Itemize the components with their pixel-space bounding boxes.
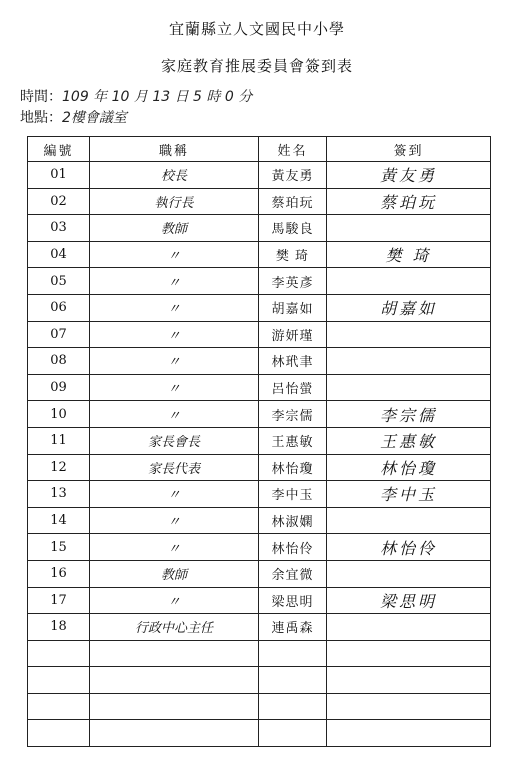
row-signature: 林怡瓊 bbox=[327, 454, 491, 481]
table-row bbox=[28, 587, 491, 614]
row-title: 〃 bbox=[90, 534, 259, 561]
row-title: 〃 bbox=[90, 481, 259, 508]
row-signature: 樊 琦 bbox=[327, 241, 491, 268]
table-row bbox=[28, 667, 491, 694]
table-row bbox=[28, 294, 491, 321]
row-name: 林怡伶 bbox=[259, 534, 327, 561]
time-value: 109 年 10 月 13 日 5 時 0 分 bbox=[62, 89, 253, 105]
row-title: 〃 bbox=[90, 587, 259, 614]
row-number: 10 bbox=[28, 401, 90, 428]
row-title: 執行長 bbox=[90, 188, 259, 215]
row-name bbox=[259, 640, 327, 667]
header-number: 編號 bbox=[28, 137, 90, 162]
row-number: 18 bbox=[28, 614, 90, 641]
row-name: 林玳聿 bbox=[259, 348, 327, 375]
row-name: 黃友勇 bbox=[259, 162, 327, 189]
row-title: 〃 bbox=[90, 348, 259, 375]
row-signature bbox=[327, 693, 491, 720]
row-title: 〃 bbox=[90, 268, 259, 295]
row-name: 林淑嫻 bbox=[259, 507, 327, 534]
row-signature bbox=[327, 640, 491, 667]
row-name: 樊 琦 bbox=[259, 241, 327, 268]
row-title: 校長 bbox=[90, 162, 259, 189]
row-signature bbox=[327, 667, 491, 694]
row-number: 05 bbox=[28, 268, 90, 295]
row-signature: 王惠敏 bbox=[327, 427, 491, 454]
table-row bbox=[28, 321, 491, 348]
row-number bbox=[28, 720, 90, 747]
row-number: 16 bbox=[28, 560, 90, 587]
row-number: 01 bbox=[28, 162, 90, 189]
row-number: 06 bbox=[28, 294, 90, 321]
row-signature: 林怡伶 bbox=[327, 534, 491, 561]
row-number: 07 bbox=[28, 321, 90, 348]
row-number: 15 bbox=[28, 534, 90, 561]
row-name: 游妍瑾 bbox=[259, 321, 327, 348]
row-name: 余宜微 bbox=[259, 560, 327, 587]
row-title: 〃 bbox=[90, 241, 259, 268]
row-signature: 李中玉 bbox=[327, 481, 491, 508]
row-title: 家長會長 bbox=[90, 427, 259, 454]
row-title: 家長代表 bbox=[90, 454, 259, 481]
table-row bbox=[28, 162, 491, 189]
row-signature: 黃友勇 bbox=[327, 162, 491, 189]
row-name: 蔡珀玩 bbox=[259, 188, 327, 215]
row-number: 12 bbox=[28, 454, 90, 481]
table-header-row bbox=[28, 137, 491, 162]
table-row bbox=[28, 348, 491, 375]
row-name: 李中玉 bbox=[259, 481, 327, 508]
table-row bbox=[28, 374, 491, 401]
row-title: 〃 bbox=[90, 294, 259, 321]
table-row bbox=[28, 720, 491, 747]
row-name: 呂怡螢 bbox=[259, 374, 327, 401]
table-row bbox=[28, 427, 491, 454]
meeting-place bbox=[20, 107, 127, 127]
row-name bbox=[259, 667, 327, 694]
row-title: 教師 bbox=[90, 560, 259, 587]
row-number: 11 bbox=[28, 427, 90, 454]
row-name: 王惠敏 bbox=[259, 427, 327, 454]
row-title bbox=[90, 667, 259, 694]
row-signature bbox=[327, 374, 491, 401]
row-number: 08 bbox=[28, 348, 90, 375]
row-signature: 蔡珀玩 bbox=[327, 188, 491, 215]
table-row bbox=[28, 241, 491, 268]
sign-in-table bbox=[27, 136, 491, 747]
row-signature bbox=[327, 720, 491, 747]
row-title: 〃 bbox=[90, 374, 259, 401]
document-subtitle: 家庭教育推展委員會簽到表 bbox=[160, 57, 353, 75]
meeting-time bbox=[20, 86, 252, 106]
row-name bbox=[259, 720, 327, 747]
header-signature: 簽到 bbox=[327, 137, 491, 162]
table-row bbox=[28, 268, 491, 295]
row-number bbox=[28, 667, 90, 694]
header-name: 姓名 bbox=[259, 137, 327, 162]
row-number: 13 bbox=[28, 481, 90, 508]
row-signature bbox=[327, 614, 491, 641]
place-label: 地點： bbox=[20, 110, 62, 126]
row-title: 〃 bbox=[90, 507, 259, 534]
table-row bbox=[28, 534, 491, 561]
row-number: 17 bbox=[28, 587, 90, 614]
row-signature bbox=[327, 215, 491, 242]
table-row bbox=[28, 454, 491, 481]
row-name: 連禹森 bbox=[259, 614, 327, 641]
row-number bbox=[28, 693, 90, 720]
row-number: 14 bbox=[28, 507, 90, 534]
row-signature bbox=[327, 268, 491, 295]
row-signature bbox=[327, 321, 491, 348]
row-title: 〃 bbox=[90, 401, 259, 428]
document-title: 宜蘭縣立人文國民中小學 bbox=[168, 20, 345, 38]
row-title: 行政中心主任 bbox=[90, 614, 259, 641]
row-signature: 李宗儒 bbox=[327, 401, 491, 428]
row-name bbox=[259, 693, 327, 720]
table-row bbox=[28, 401, 491, 428]
row-name: 林怡瓊 bbox=[259, 454, 327, 481]
time-label: 時間： bbox=[20, 89, 62, 105]
row-number: 02 bbox=[28, 188, 90, 215]
row-name: 胡嘉如 bbox=[259, 294, 327, 321]
row-number: 09 bbox=[28, 374, 90, 401]
table-row bbox=[28, 215, 491, 242]
table-row bbox=[28, 560, 491, 587]
row-title bbox=[90, 640, 259, 667]
table-row bbox=[28, 481, 491, 508]
row-signature: 梁思明 bbox=[327, 587, 491, 614]
row-title: 教師 bbox=[90, 215, 259, 242]
table-row bbox=[28, 188, 491, 215]
row-title bbox=[90, 720, 259, 747]
row-name: 梁思明 bbox=[259, 587, 327, 614]
row-name: 李英彥 bbox=[259, 268, 327, 295]
row-signature bbox=[327, 507, 491, 534]
table-row bbox=[28, 693, 491, 720]
row-signature bbox=[327, 560, 491, 587]
header-title: 職稱 bbox=[90, 137, 259, 162]
row-title bbox=[90, 693, 259, 720]
row-title: 〃 bbox=[90, 321, 259, 348]
table-row bbox=[28, 507, 491, 534]
table-row bbox=[28, 640, 491, 667]
row-name: 馬駿良 bbox=[259, 215, 327, 242]
row-number: 04 bbox=[28, 241, 90, 268]
row-number: 03 bbox=[28, 215, 90, 242]
row-number bbox=[28, 640, 90, 667]
row-name: 李宗儒 bbox=[259, 401, 327, 428]
table-row bbox=[28, 614, 491, 641]
place-value: 2樓會議室 bbox=[62, 110, 127, 126]
row-signature bbox=[327, 348, 491, 375]
row-signature: 胡嘉如 bbox=[327, 294, 491, 321]
